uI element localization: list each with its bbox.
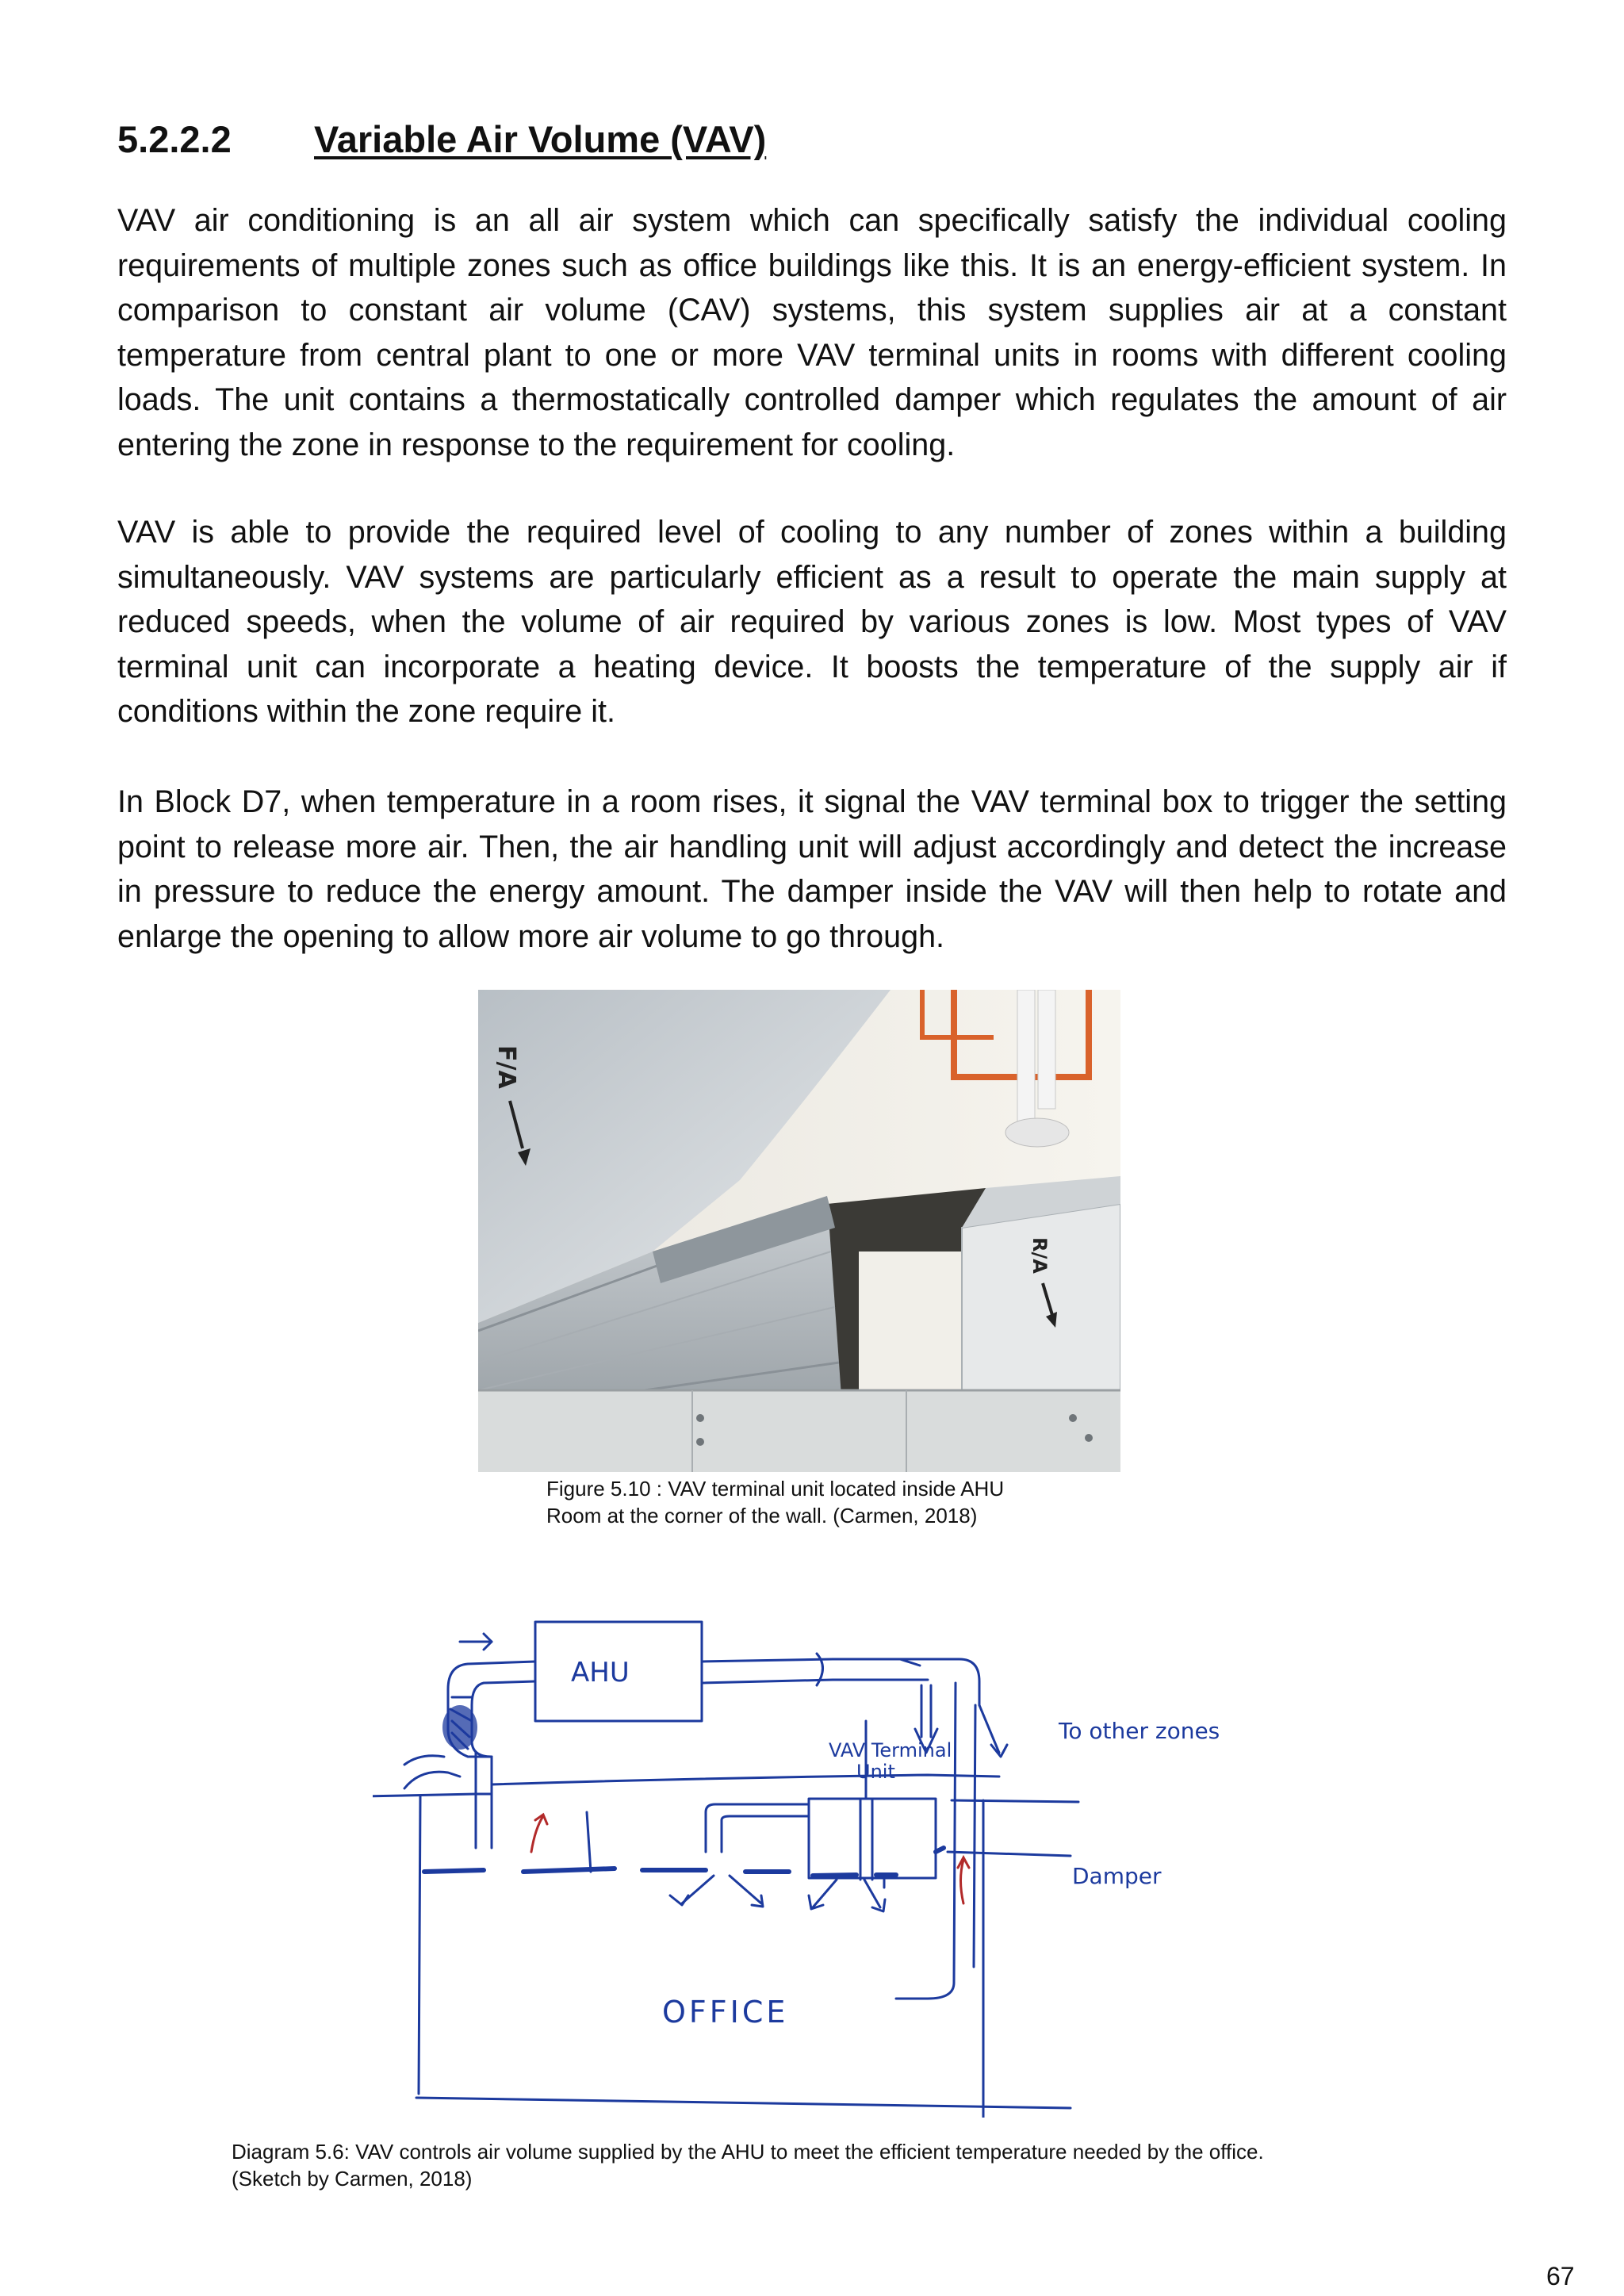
section-heading xyxy=(117,117,766,161)
paragraph-benefits: VAV is able to provide the required level of cooling to any number of zones within a building simultaneously. VAV systems are particularly efficient as a result to operate the main supply at reduced speeds, when the volume of air required by various zones is low. Most types of VAV terminal unit can incorporate a heating device. It boosts the temperature of the supply air if conditions within the zone require it. xyxy=(117,515,1507,729)
paragraph-intro: VAV air conditioning is an all air system which can specifically satisfy the individual cooling requirements of multiple zones such as office buildings like this. It is an energy-efficient system. In comparison to constant air volume (CAV) systems, this system supplies air at a constant temperature from central plant to one or more VAV terminal units in rooms with different cooling loads. The unit contains a thermostatically controlled damper which regulates the amount of air entering the zone in response to the requirement for cooling. xyxy=(117,203,1507,462)
sketch-label-ahu: AHU xyxy=(571,1657,630,1688)
fresh-air-label: F/A xyxy=(492,1045,520,1089)
vav-sketch-diagram xyxy=(373,1610,1285,2118)
figure-caption-line-2: Room at the corner of the wall. (Carmen, 2018) xyxy=(546,1504,978,1527)
photo-illustration xyxy=(478,990,1120,1472)
figure-caption xyxy=(546,1475,1086,1529)
sketch-label-office: OFFICE xyxy=(662,1995,789,2030)
vav-terminal-photo xyxy=(478,990,1120,1472)
sketch-label-other-zones: To other zones xyxy=(1059,1718,1220,1744)
figure-caption-line-1: Figure 5.10 : VAV terminal unit located inside AHU xyxy=(546,1477,1005,1501)
paragraph-block-d7: In Block D7, when temperature in a room rises, it signal the VAV terminal box to trigger the setting point to release more air. Then, the air handling unit will adjust accordingly and detect the increase in pressure to reduce the energy amount. The damper inside the VAV will then help to rotate and enlarge the opening to allow more air volume to go through. xyxy=(117,784,1507,954)
sketch-label-damper: Damper xyxy=(1072,1863,1162,1889)
diagram-caption-line-2: (Sketch by Carmen, 2018) xyxy=(232,2167,473,2191)
section-title: Variable Air Volume (VAV) xyxy=(314,118,767,160)
diagram-caption-line-1: Diagram 5.6: VAV controls air volume supplied by the AHU to meet the efficient temperature needed by the office. xyxy=(232,2140,1264,2164)
sketch-label-vav-line2: Unit xyxy=(856,1761,895,1783)
page-number: 67 xyxy=(1546,2262,1575,2290)
sketch-label-vav-line1: VAV Terminal xyxy=(829,1739,952,1761)
diagram-caption xyxy=(232,2138,1421,2192)
return-air-label: R/A xyxy=(1028,1237,1051,1274)
sketch-illustration xyxy=(373,1610,1285,2118)
section-number: 5.2.2.2 xyxy=(117,118,232,160)
